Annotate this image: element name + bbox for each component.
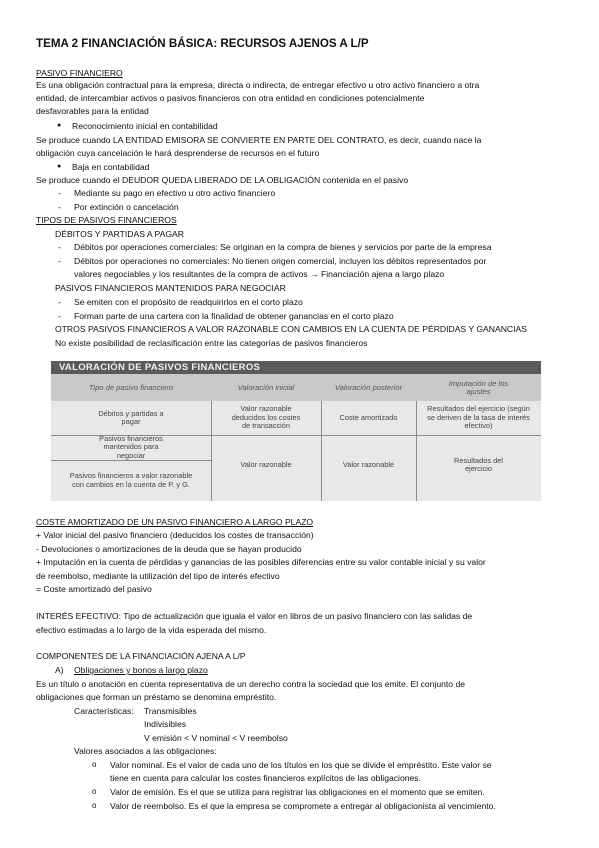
- bullet-baja: Baja en contabilidad: [72, 162, 150, 172]
- caracteristica-item: V emisión < V nominal < V reembolso: [144, 733, 288, 743]
- row2-tipo-a: Pasivos financieros mantenidos para negociar: [99, 433, 163, 460]
- dash-icon: -: [58, 256, 61, 266]
- bullet-icon: ●: [57, 122, 62, 129]
- dash-icon: -: [58, 202, 61, 212]
- circle-bullet-icon: o: [92, 760, 97, 769]
- table-banner-text: VALORACIÓN DE PASIVOS FINANCIEROS: [59, 362, 261, 373]
- coste-line: + Imputación en la cuenta de pérdidas y ganancias de las posibles diferencias entre su valor contable inicial y su valor: [36, 557, 486, 567]
- interes-line: efectivo estimadas a lo largo de la vida esperada del mismo.: [36, 625, 267, 635]
- valoracion-table: [51, 361, 541, 501]
- valor-item-cont: tiene en cuenta para calcular los costes financieros explícitos de las obligaciones.: [110, 773, 421, 783]
- coste-line: = Coste amortizado del pasivo: [36, 584, 152, 594]
- baja-item: Por extinción o cancelación: [74, 202, 179, 212]
- obligaciones-line: obligaciones que forman un préstamo se denomina empréstito.: [36, 692, 277, 702]
- baja-item: Mediante su pago en efectivo u otro activo financiero: [74, 188, 276, 198]
- dash-icon: -: [58, 242, 61, 252]
- row1-inicial: Valor razonable deducidos los costes de transacción: [231, 404, 301, 431]
- debitos-item: Débitos por operaciones comerciales: Se originan en la compra de bienes y servicios por parte de la empresa: [74, 242, 492, 252]
- caracteristica-item: Transmisibles: [144, 706, 197, 716]
- pasivo-def-line: Es una obligación contractual para la empresa, directa o indirecta, de entregar efectivo u otro activo financiero a otra: [36, 80, 480, 90]
- tipos-heading: TIPOS DE PASIVOS FINANCIEROS: [36, 215, 177, 225]
- table-banner: [51, 361, 541, 374]
- valor-item: Valor de emisión. Es el que se utiliza para registrar las obligaciones en el momento que se emiten.: [110, 787, 485, 797]
- row2-ajustes: Resultados del ejercicio: [454, 456, 503, 474]
- caracteristica-item: Indivisibles: [144, 719, 187, 729]
- header-ajustes: Imputación de los ajustes: [448, 378, 509, 396]
- mantenidos-item: Se emiten con el propósito de readquirirlos en el corto plazo: [74, 297, 303, 307]
- interes-line: INTERÉS EFECTIVO: Tipo de actualización que iguala el valor en libros de un pasivo financiero con las salidas de: [36, 611, 473, 621]
- dash-icon: -: [58, 188, 61, 198]
- debitos-item: Débitos por operaciones no comerciales: No tienen origen comercial, incluyen los débitos representados por: [74, 256, 487, 266]
- componentes-heading: COMPONENTES DE LA FINANCIACIÓN AJENA A L/P: [36, 651, 246, 661]
- header-posterior: Valoración posterior: [334, 382, 403, 392]
- row2-inicial: Valor razonable: [240, 460, 292, 469]
- pasivo-def-line: desfavorables para la entidad: [36, 106, 149, 116]
- valor-item: Valor de reembolso. Es el que la empresa se compromete a entregar al obligacionista al vencimiento.: [110, 801, 496, 811]
- debitos-heading: DÉBITOS Y PARTIDAS A PAGAR: [55, 229, 184, 239]
- row1-ajustes: Resultados del ejercicio (según se deriven de la tasa de interés efectivo): [427, 404, 530, 431]
- pasivo-heading: PASIVO FINANCIERO: [36, 68, 123, 78]
- coste-line: de reembolso, mediante la utilización del tipo de interés efectivo: [36, 571, 280, 581]
- debitos-item-cont: valores negociables y los resultantes de la compra de activos → Financiación ajena a largo plazo: [74, 269, 445, 279]
- bullet-icon: ●: [57, 163, 62, 170]
- valores-heading: Valores asociados a las obligaciones:: [74, 746, 217, 756]
- recon-line: obligación cuya cancelación le hará desprenderse de recursos en el futuro: [36, 148, 320, 158]
- coste-heading: COSTE AMORTIZADO DE UN PASIVO FINANCIERO A LARGO PLAZO: [36, 517, 314, 527]
- obligaciones-line: Es un título o anotación en cuenta representativa de un derecho contra la sociedad que los emite. El conjunto de: [36, 679, 466, 689]
- circle-bullet-icon: o: [92, 787, 97, 796]
- bullet-reconocimiento: Reconocimiento inicial en contabilidad: [72, 121, 218, 131]
- mantenidos-heading: PASIVOS FINANCIEROS MANTENIDOS PARA NEGOCIAR: [55, 283, 286, 293]
- dash-icon: -: [58, 311, 61, 321]
- otros-heading: OTROS PASIVOS FINANCIEROS A VALOR RAZONABLE CON CAMBIOS EN LA CUENTA DE PÉRDIDAS Y GANANCIAS: [55, 324, 527, 334]
- caracteristicas-label: Características:: [74, 706, 134, 716]
- header-tipo: Tipo de pasivo financiero: [88, 382, 174, 392]
- coste-line: + Valor inicial del pasivo financiero (deducidos los costes de transacción): [36, 530, 314, 540]
- row2-tipo-b: Pasivos financieros a valor razonable con cambios en la cuenta de P. y G.: [69, 471, 193, 489]
- section-a-title: Obligaciones y bonos a largo plazo: [74, 665, 208, 675]
- row1-tipo: Débitos y partidas a pagar: [98, 408, 164, 426]
- coste-line: - Devoluciones o amortizaciones de la deuda que se hayan producido: [36, 544, 302, 554]
- valor-item: Valor nominal. Es el valor de cada uno de los títulos en los que se divide el empréstito. Este valor se: [110, 760, 492, 770]
- baja-line: Se produce cuando el DEUDOR QUEDA LIBERADO DE LA OBLIGACIÓN contenida en el pasivo: [36, 175, 409, 185]
- section-a-label: A): [55, 665, 64, 675]
- pasivo-def-line: entidad, de intercambiar activos o pasivos financieros con otra entidad en condiciones potencialmente: [36, 93, 425, 103]
- header-inicial: Valoración inicial: [237, 382, 295, 392]
- mantenidos-item: Forman parte de una cartera con la finalidad de obtener ganancias en el corto plazo: [74, 311, 394, 321]
- circle-bullet-icon: o: [92, 801, 97, 810]
- row1-posterior: Coste amortizado: [339, 412, 398, 422]
- page-title: TEMA 2 FINANCIACIÓN BÁSICA: RECURSOS AJENOS A L/P: [36, 37, 369, 50]
- row2-posterior: Valor razonable: [342, 460, 395, 469]
- otros-text: No existe posibilidad de reclasificación entre las categorías de pasivos financieros: [55, 338, 368, 348]
- dash-icon: -: [58, 297, 61, 307]
- recon-line: Se produce cuando LA ENTIDAD EMISORA SE CONVIERTE EN PARTE DEL CONTRATO, es decir, cuando nace la: [36, 135, 482, 145]
